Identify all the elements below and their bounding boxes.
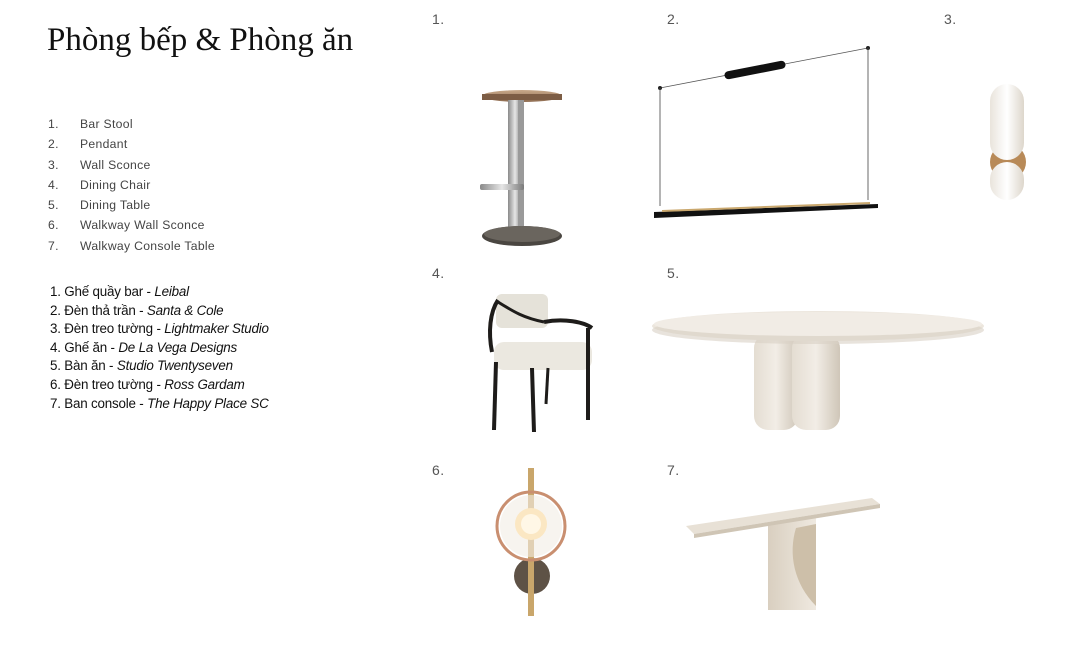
list-item: 2. Pendant (48, 137, 128, 152)
list-item: 7. Walkway Console Table (48, 238, 216, 253)
walkway-wall-sconce-image (490, 466, 572, 618)
list-item: 1. Ghế quầy bar - Leibal (50, 284, 189, 299)
console-table-image (684, 494, 882, 612)
supplier-list (50, 283, 269, 413)
list-item: 4. Ghế ăn - De La Vega Designs (50, 339, 238, 355)
list-item: 5. Bàn ăn - Studio Twentyseven (50, 358, 233, 374)
dining-chair-image (484, 292, 598, 434)
list-item: 3. Wall Sconce (48, 157, 151, 172)
list-item: 1. Bar Stool (48, 117, 133, 131)
page-title: Phòng bếp & Phòng ăn (47, 22, 354, 58)
list-item: 4. Dining Chair (48, 177, 151, 192)
list-item: 2. Đèn thả trần - Santa & Cole (50, 302, 224, 318)
list-item: 7. Ban console - The Happy Place SC (50, 395, 269, 411)
pendant-light-image (652, 44, 880, 224)
product-number-5: 5. (667, 265, 680, 281)
dining-table-image (650, 306, 988, 434)
list-item: 6. Walkway Wall Sconce (48, 218, 205, 233)
list-item: 3. Đèn treo tường - Lightmaker Studio (50, 321, 269, 337)
list-item: 6. Đèn treo tường - Ross Gardam (50, 376, 245, 392)
wall-sconce-image (980, 82, 1032, 202)
product-number-7: 7. (667, 462, 680, 478)
product-number-3: 3. (944, 11, 957, 27)
product-number-4: 4. (432, 265, 445, 281)
product-number-2: 2. (667, 11, 680, 27)
product-number-6: 6. (432, 462, 445, 478)
product-number-1: 1. (432, 11, 445, 27)
english-item-list (48, 114, 215, 256)
list-item: 5. Dining Table (48, 198, 151, 213)
bar-stool-image (474, 86, 570, 250)
